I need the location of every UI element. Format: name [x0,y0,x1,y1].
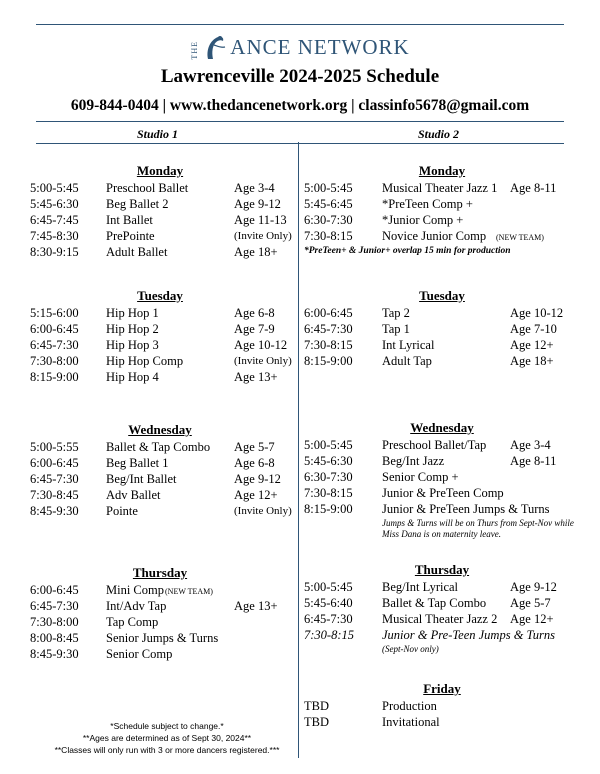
day-note: *PreTeen+ & Junior+ overlap 15 min for production [304,246,511,256]
schedule-row [304,321,574,337]
class-time: 7:30-8:45 [30,488,79,502]
class-time: 6:45-7:30 [304,322,353,336]
class-name: Beg Ballet 2 [106,197,169,211]
class-time: 6:00-6:45 [304,306,353,320]
schedule-row [30,487,300,503]
class-age: Age 3-4 [510,438,551,452]
class-age: Age 18+ [510,354,554,368]
schedule-row [30,212,300,228]
class-age: Age 12+ [510,612,554,626]
class-name: Hip Hop 4 [106,370,159,384]
footer-note: **Ages are determined as of Sept 30, 2024** [82,733,252,743]
schedule-row [30,598,300,614]
class-time: 6:30-7:30 [304,213,353,227]
class-name: Tap 2 [382,306,410,320]
schedule-row [30,630,300,646]
schedule-row [30,646,300,662]
class-age: Age 13+ [234,599,278,613]
class-time: 5:45-6:45 [304,197,353,211]
class-age: Age 10-12 [510,306,564,320]
class-name: Senior Jumps & Turns [106,631,219,645]
class-name: Junior & PreTeen Comp [382,486,504,500]
schedule-row [304,714,574,730]
class-time: 6:45-7:45 [30,213,79,227]
class-time: 5:15-6:00 [30,306,79,320]
schedule-row [30,337,300,353]
class-time: 8:15-9:00 [304,354,353,368]
class-time: 5:45-6:30 [304,454,353,468]
class-age: Age 12+ [234,488,278,502]
class-age: (Invite Only) [234,230,292,242]
header-rule [36,121,564,122]
day-heading: Thursday [132,565,188,580]
studio1-label: Studio 1 [137,127,179,141]
schedule-row [30,180,300,196]
class-name: Beg/Int Jazz [382,454,445,468]
footer-notes [36,720,298,756]
day-heading: Tuesday [137,288,183,303]
schedule-row [30,471,300,487]
schedule-row [30,353,300,369]
class-name: Musical Theater Jazz 2 [382,612,498,626]
class-name: Hip Hop Comp [106,354,184,368]
day-heading: Wednesday [128,422,192,437]
class-age: Age 5-7 [510,596,551,610]
schedule-row [304,453,574,469]
class-name: Hip Hop 1 [106,306,159,320]
class-time: 5:00-5:55 [30,440,79,454]
class-time: 6:45-7:30 [30,338,79,352]
class-time: 6:30-7:30 [304,470,353,484]
schedule-row [304,485,574,501]
studio2-label: Studio 2 [418,127,460,141]
schedule-row [30,455,300,471]
contact-line: 609-844-0404 | www.thedancenetwork.org | classinfo5678@gmail.com [70,97,530,114]
schedule-row [304,469,574,485]
day-heading: Monday [136,163,184,178]
class-name: Preschool Ballet [106,181,189,195]
schedule-row [30,305,300,321]
day-heading: Tuesday [419,288,465,303]
day-heading: Friday [423,681,461,696]
class-name: Tap Comp [106,615,159,629]
studio-rule [36,143,564,144]
class-time: 6:00-6:45 [30,322,79,336]
class-time: 7:30-8:00 [30,615,79,629]
class-name: Musical Theater Jazz 1 [382,181,498,195]
top-rule [36,24,564,25]
class-name: Beg/Int Ballet [106,472,177,486]
class-name: Hip Hop 3 [106,338,159,352]
logo-the: THE [190,41,200,60]
class-name: Ballet & Tap Combo [382,596,487,610]
class-time: 5:00-5:45 [304,181,353,195]
dancer-logo-icon [204,34,226,60]
class-name: Mini Comp [106,583,164,597]
class-name: Beg/Int Lyrical [382,580,459,594]
class-name: Int Ballet [106,213,153,227]
schedule-row [30,614,300,630]
logo-name: ANCE NETWORK [230,35,410,59]
class-time: 8:30-9:15 [30,245,79,259]
footer-note: **Classes will only run with 3 or more dancers registered.*** [54,745,280,755]
logo [0,34,600,60]
schedule-row [30,439,300,455]
class-time: 5:00-5:45 [30,181,79,195]
class-time: 7:30-8:15 [304,628,354,642]
class-name: Adult Ballet [106,245,168,259]
class-name: Junior & Pre-Teen Jumps & Turns [382,628,556,642]
class-age: Age 9-12 [234,197,281,211]
class-name: *Junior Comp + [382,213,464,227]
class-time: 8:15-9:00 [304,502,353,516]
page-title: Lawrenceville 2024-2025 Schedule [160,66,440,87]
new-team-tag: (NEW TEAM) [165,587,213,596]
schedule-row [304,228,574,244]
schedule-row [30,369,300,385]
class-name: Int/Adv Tap [106,599,167,613]
class-time: 7:30-8:15 [304,229,353,243]
schedule-row [304,698,574,714]
day-heading: Wednesday [410,420,474,435]
class-time: 7:30-8:15 [304,486,353,500]
class-time: 6:45-7:30 [30,472,79,486]
class-name: Ballet & Tap Combo [106,440,211,454]
schedule-row [304,212,574,228]
class-name: Senior Comp + [382,470,459,484]
class-age: Age 8-11 [510,454,557,468]
class-time: 6:45-7:30 [30,599,79,613]
class-time: 8:45-9:30 [30,647,79,661]
class-name: PrePointe [106,229,155,243]
class-time: 6:00-6:45 [30,583,79,597]
schedule-row [304,337,574,353]
class-name: Pointe [106,504,138,518]
class-time: 5:00-5:45 [304,580,353,594]
footer-note: *Schedule subject to change.* [110,721,224,731]
class-age: Age 11-13 [234,213,287,227]
class-name: Hip Hop 2 [106,322,159,336]
schedule-row [304,305,574,321]
class-time: TBD [304,699,329,713]
class-time: 6:45-7:30 [304,612,353,626]
schedule-row [30,228,300,244]
class-age: Age 13+ [234,370,278,384]
schedule-row [304,180,574,196]
class-time: 7:30-8:00 [30,354,79,368]
class-name: Senior Comp [106,647,173,661]
class-name: Preschool Ballet/Tap [382,438,487,452]
class-age: (Invite Only) [234,505,292,517]
schedule-row [30,244,300,260]
class-age: Age 6-8 [234,456,275,470]
class-age: Age 7-10 [510,322,557,336]
class-age: Age 7-9 [234,322,275,336]
class-name: Junior & PreTeen Jumps & Turns [382,502,550,516]
class-time: 7:45-8:30 [30,229,79,243]
class-age: Age 12+ [510,338,554,352]
class-name: Tap 1 [382,322,410,336]
class-name: Production [382,699,437,713]
class-age: Age 5-7 [234,440,275,454]
class-age: Age 3-4 [234,181,275,195]
class-name: Int Lyrical [382,338,435,352]
class-time: 5:45-6:40 [304,596,353,610]
new-team-tag: (NEW TEAM) [496,233,544,242]
class-name: *PreTeen Comp + [382,197,473,211]
schedule-row [30,503,300,519]
schedule-row [30,582,300,598]
class-name: Adult Tap [382,354,432,368]
schedule-row [304,437,574,453]
class-time: 8:00-8:45 [30,631,79,645]
class-age: (Invite Only) [234,355,292,367]
class-name: Novice Junior Comp [382,229,487,243]
day-heading: Monday [418,163,466,178]
schedule-row [304,595,574,611]
schedule-row [304,611,574,627]
class-time: 5:00-5:45 [304,438,353,452]
class-age: Age 18+ [234,245,278,259]
schedule-row [304,196,574,212]
day-heading: Thursday [414,562,470,577]
class-age: Age 6-8 [234,306,275,320]
class-time: 7:30-8:15 [304,338,353,352]
class-age: Age 9-12 [234,472,281,486]
schedule-row [304,579,574,595]
class-age: Age 8-11 [510,181,557,195]
schedule-row [304,627,574,643]
day-note: (Sept-Nov only) [382,644,439,654]
class-time: 5:45-6:30 [30,197,79,211]
class-name: Invitational [382,715,440,729]
class-name: Beg Ballet 1 [106,456,169,470]
schedule-row [30,196,300,212]
schedule-row [30,321,300,337]
schedule-row [304,501,574,517]
schedule-row [304,353,574,369]
class-time: TBD [304,715,329,729]
class-time: 6:00-6:45 [30,456,79,470]
class-name: Adv Ballet [106,488,161,502]
class-time: 8:15-9:00 [30,370,79,384]
class-age: Age 10-12 [234,338,288,352]
day-note: Jumps & Turns will be on Thurs from Sept-Nov while Miss Dana is on maternity leave. [382,518,574,539]
class-time: 8:45-9:30 [30,504,79,518]
class-age: Age 9-12 [510,580,557,594]
